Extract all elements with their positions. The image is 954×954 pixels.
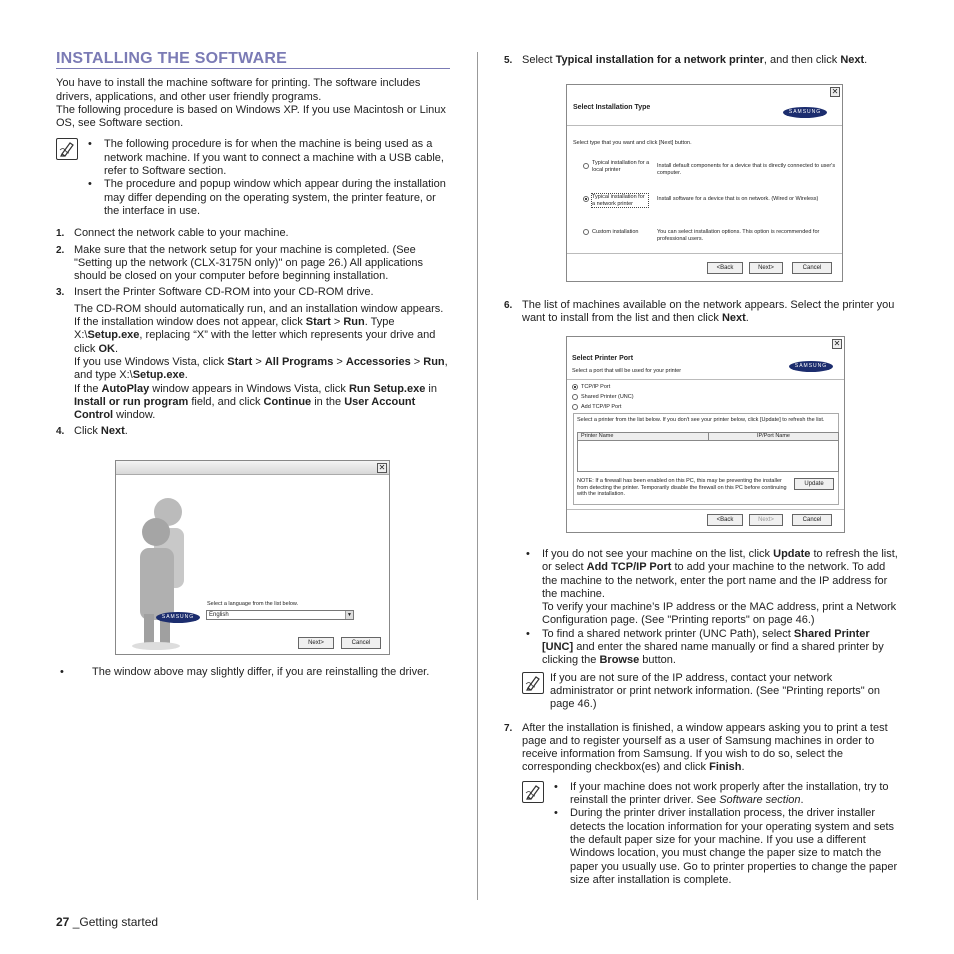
right-column xyxy=(504,52,898,67)
step-7: 7. After the installation is finished, a window appears asking you to print a test page and to register yourself as a user of Samsung machines in order to receive information from Samsung. If you wish to do so, select the corresponding checkbox(es) and click Finish. xyxy=(504,721,888,774)
dialog-subtitle: Select type that you want and click [Next] button. xyxy=(573,140,692,146)
note-bullet: • The following procedure is for when the machine is being used as a network machine. If you want to connect a machine with a USB cable, refer to Software section. xyxy=(84,138,450,178)
language-dialog-screenshot xyxy=(115,460,390,655)
note-block-2: If you are not sure of the IP address, contact your network administrator or print network information. (See "Printing reports" on page 46.) xyxy=(522,672,898,712)
step-5: 5. Select Typical installation for a network printer, and then click Next. xyxy=(504,54,868,66)
note-block xyxy=(56,138,450,218)
dialog-subtitle: Select a port that will be used for your printer xyxy=(572,368,682,374)
shared-printer-bullet: • To find a shared network printer (UNC Path), select Shared Printer [UNC] and enter the shared name manually or find a shared printer by clicking the Browse button. xyxy=(522,628,898,668)
back-button[interactable]: <Back xyxy=(707,262,743,274)
radio-custom[interactable] xyxy=(583,229,589,235)
language-label: Select a language from the list below. xyxy=(207,601,299,607)
printer-port-screenshot: ✕ Select Printer Port Select a port that will be used for your printer SAMSUNG TCP/IP Port Shared Printer (UNC) Add TCP/IP Port Select a printer from the list below. If you don't see your printer below, click [Update] to refresh the list. Printer Name IP/Port Name NOTE: If a firewall has been enabled on this PC, this may be preventing the installer from detecting the printer. Temporarily disable the firewall on this PC before continuing with the installation. Update <Back Next> Cancel xyxy=(566,336,845,533)
dialog-title: Select Printer Port xyxy=(572,355,634,362)
note-bullet: • If your machine does not work properly after the installation, try to reinstall the printer driver. See Software section. xyxy=(550,781,898,808)
chevron-down-icon: ▼ xyxy=(345,611,353,619)
update-bullet: • If you do not see your machine on the list, click Update to refresh the list, or select Add TCP/IP Port to add your machine to the network. To add the machine to the network, enter the port name and the IP address for the machine. To verify your machine’s IP address or the MAC address, print a Network Configuration page. (See "Printing reports" on page 46.) xyxy=(522,548,898,628)
samsung-logo: SAMSUNG xyxy=(789,361,833,372)
cancel-button[interactable]: Cancel xyxy=(792,262,832,274)
note-pencil-icon xyxy=(522,672,544,694)
step-4: 4. Click Next. xyxy=(56,425,128,438)
samsung-logo: SAMSUNG xyxy=(156,612,200,623)
page-footer xyxy=(56,915,158,929)
note-bullet: • During the printer driver installation process, the driver installer detects the location information for your operating system and sets the default paper size for your machine. If you use a different Windows location, you must change the paper size to match the paper you usually use. Go to printer properties to change the paper size after installation is complete. xyxy=(550,807,898,887)
col-printer-name[interactable]: Printer Name xyxy=(578,433,709,441)
intro-paragraph-2: The following procedure is based on Windows XP. If you use Macintosh or Linux OS, see Software section. xyxy=(56,103,446,130)
col-ip-port[interactable]: IP/Port Name xyxy=(709,433,838,441)
back-button[interactable]: <Back xyxy=(707,514,743,526)
printer-table[interactable] xyxy=(577,432,839,472)
language-select[interactable]: English ▼ xyxy=(206,610,354,620)
note-pencil-icon xyxy=(56,138,78,160)
next-button[interactable]: Next> xyxy=(749,262,783,274)
cancel-button[interactable]: Cancel xyxy=(341,637,381,649)
firewall-notice: NOTE: If a firewall has been enabled on this PC, this may be preventing the installer from detecting the printer. Temporarily disable the firewall on this PC before continuing with the installation. xyxy=(577,478,787,497)
reinstall-note: • The window above may slightly differ, if you are reinstalling the driver. xyxy=(56,666,450,679)
note-block-3 xyxy=(522,781,898,887)
radio-add-tcpip[interactable] xyxy=(572,404,578,410)
next-button[interactable]: Next> xyxy=(298,637,334,649)
close-icon: ✕ xyxy=(378,463,386,472)
step-1: 1. Connect the network cable to your machine. xyxy=(56,227,289,240)
step-3: 3. Insert the Printer Software CD-ROM into your CD-ROM drive. The CD-ROM should automatically run, and an installation window appears. If the installation window does not appear, click Start > Run. Type X:\Setup.exe, replacing “X” with the letter which represents your drive and click OK. If you use Windows Vista, click Start > All Programs > Accessories > Run, and type X:\Setup.exe. If the AutoPlay window appears in Windows Vista, click Run Setup.exe in Install or run program field, and click Continue in the User Account Control window. xyxy=(56,286,448,422)
samsung-logo: SAMSUNG xyxy=(783,107,827,118)
radio-shared[interactable] xyxy=(572,394,578,400)
note-bullet: • The procedure and popup window which appear during the installation may differ depending on the operating system, the printer feature, or the interface in use. xyxy=(84,178,450,218)
next-button[interactable]: Next> xyxy=(749,514,783,526)
dialog-title: Select Installation Type xyxy=(573,104,651,111)
column-divider xyxy=(477,52,478,900)
people-illustration xyxy=(116,476,200,654)
cancel-button[interactable]: Cancel xyxy=(792,514,832,526)
step-2: 2. Make sure that the network setup for your machine is completed. (See "Setting up the network (CLX-3175N only)" on page 26.) All applications should be closed on your computer before beginning installation. xyxy=(56,243,424,283)
installation-type-screenshot: ✕ Select Installation Type SAMSUNG Select type that you want and click [Next] button. Typical installation for a local printer Install default components for a device that is directly connected to user's computer. Typical installation for a network printer Install software for a device that is on network. (Wired or Wireless) Custom installation You can select installation options. This option is recommended for professional users. <Back Next> Cancel xyxy=(566,84,843,282)
page-number: 27 xyxy=(56,915,70,929)
close-icon: ✕ xyxy=(833,339,841,348)
intro-paragraph: You have to install the machine software for printing. The software includes drivers, applications, and other user friendly programs. xyxy=(56,77,421,103)
radio-tcpip[interactable] xyxy=(572,384,578,390)
step-6: 6. The list of machines available on the network appears. Select the printer you want to install from the list and then click Next. xyxy=(504,299,895,325)
radio-local[interactable] xyxy=(583,163,589,169)
close-icon: ✕ xyxy=(831,87,839,96)
left-column xyxy=(56,52,450,439)
note-pencil-icon xyxy=(522,781,544,803)
page-title: INSTALLING THE SOFTWARE xyxy=(56,52,450,69)
printer-list-group: Select a printer from the list below. If you don't see your printer below, click [Update] to refresh the list. Printer Name IP/Port Name NOTE: If a firewall has been enabled on this PC, this may be preventing the installer from detecting the printer. Temporarily disable the firewall on this PC before continuing with the installation. Update xyxy=(573,413,839,505)
footer-section: _Getting started xyxy=(72,915,159,929)
radio-network[interactable] xyxy=(583,196,589,202)
update-button[interactable]: Update xyxy=(794,478,834,490)
